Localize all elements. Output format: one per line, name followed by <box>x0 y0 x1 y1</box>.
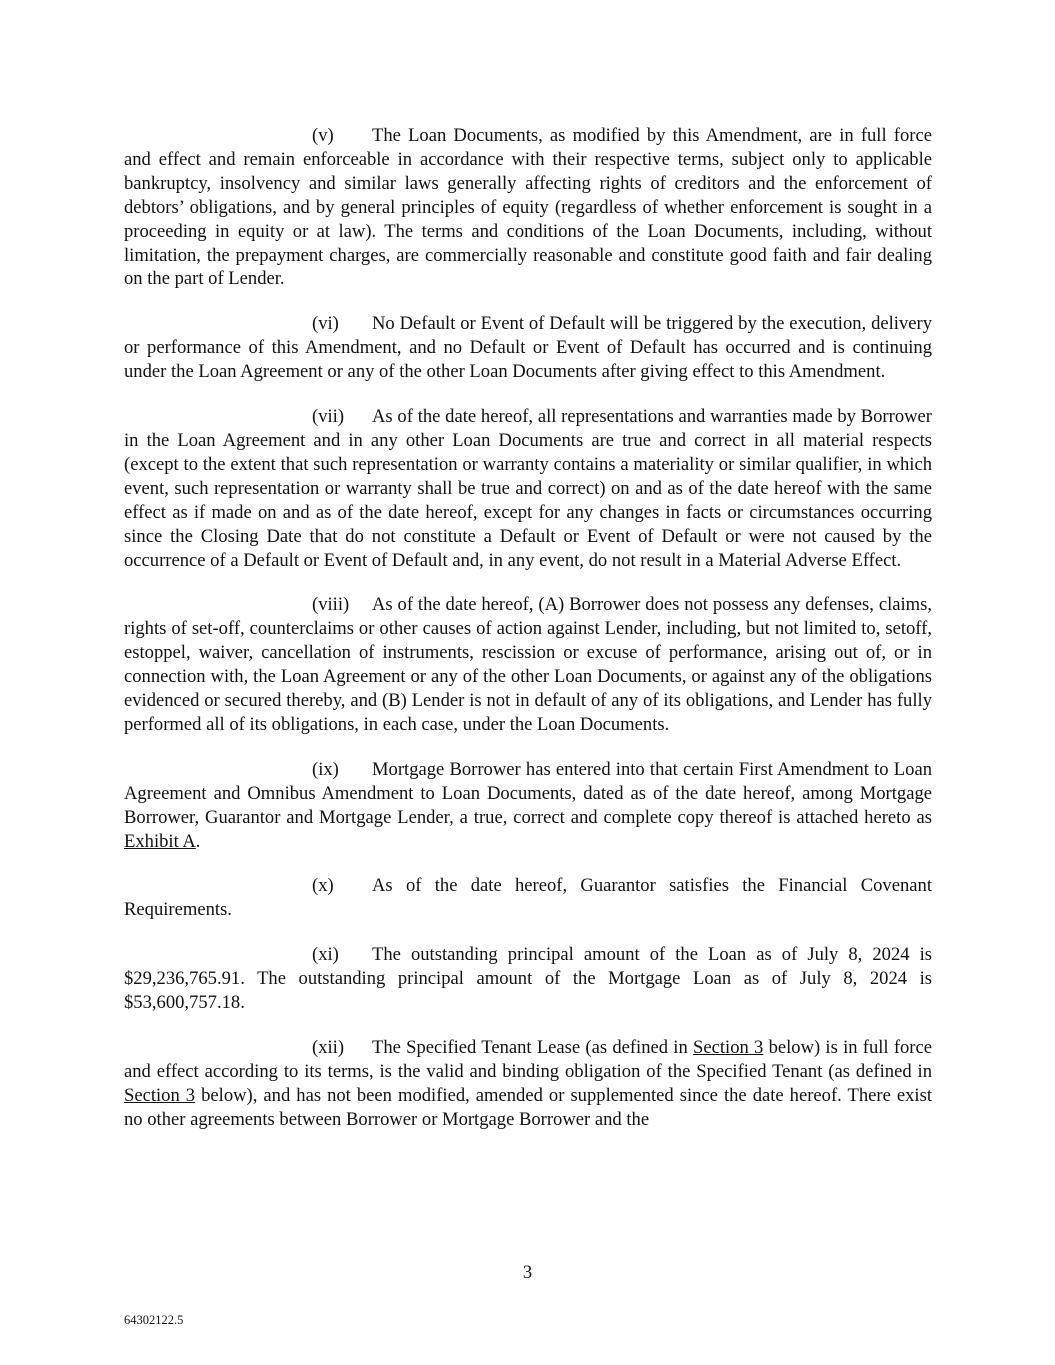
paragraph-number: (xii) <box>312 1037 345 1058</box>
paragraph-viii <box>124 593 932 736</box>
paragraph-text: No Default or Event of Default will be triggered by the execution, delivery or performance of this Amendment, and no Default or Event of Default has occurred and is continuing under the Loan Agreement or any of the other Loan Documents after giving effect to this Amendment. <box>124 313 932 383</box>
document-id: 64302122.5 <box>124 1313 184 1327</box>
paragraph-text: below), and has not been modified, amended or supplemented since the date hereof. There exist no other agreements between Borrower or Mortgage Borrower and the <box>124 1084 932 1130</box>
paragraph-number: (xi) <box>312 944 339 966</box>
paragraph-text: below) is in full force and effect according to its terms, is the valid and binding obligation of the Specified Tenant (as defined in <box>124 1037 933 1082</box>
paragraph-text: As of the date hereof, Guarantor satisfies the Financial Covenant <box>372 875 932 897</box>
section-3-reference: Section 3 <box>124 1084 196 1106</box>
paragraph-ix <box>124 758 932 854</box>
paragraph-xi <box>124 943 932 1015</box>
paragraph-number: (vii) <box>312 406 345 428</box>
paragraph-text: The Specified Tenant Lease (as defined in <box>372 1037 694 1058</box>
paragraph-vi <box>124 312 932 384</box>
paragraph-text-continued: Requirements. <box>124 899 232 921</box>
paragraph-text: As of the date hereof, (A) Borrower does not possess any defenses, claims, rights of set-off, counterclaims or other causes of action against Lender, including, but not limited to, setoff, estoppel, waiver, cancellation of instruments, rescission or excuse of performance, arising out of, or in connection with, the Loan Agreement or any of the other Loan Documents, or against any of the obligations evidenced or secured thereby, and (B) Lender is not in default of any of its obligations, and Lender has fully performed all of its obligations, in each case, under the Loan Documents. <box>124 594 932 735</box>
paragraph-number: (viii) <box>312 594 350 616</box>
paragraph-x <box>124 874 932 922</box>
section-3-reference: Section 3 <box>693 1037 764 1058</box>
paragraph-number: (vi) <box>312 313 339 335</box>
paragraph-xii <box>124 1036 932 1132</box>
paragraph-v <box>124 124 932 291</box>
paragraph-text: The outstanding principal amount of the Loan as of July 8, 2024 is $29,236,765.91. The outstanding principal amount of the Mortgage Loan as of July 8, 2024 is $53,600,757.18. <box>124 944 932 1014</box>
paragraph-text-end: . <box>195 830 201 852</box>
paragraph-number: (x) <box>312 875 334 897</box>
document-body <box>124 124 932 1153</box>
exhibit-a-reference: Exhibit A <box>124 830 196 852</box>
page-number: 3 <box>522 1262 533 1283</box>
paragraph-text: Mortgage Borrower has entered into that certain First Amendment to Loan Agreement and Omnibus Amendment to Loan Documents, dated as of the date hereof, among Mortgage Borrower, Guarantor and Mortgage Lender, a true, correct and complete copy thereof is attached hereto as <box>124 758 932 828</box>
paragraph-text: The Loan Documents, as modified by this Amendment, are in full force and effect and remain enforceable in accordance with their respective terms, subject only to applicable bankruptcy, insolvency and similar laws generally affecting rights of creditors and the enforcement of debtors’ obligations, and by general principles of equity (regardless of whether enforcement is sought in a proceeding in equity or at law). The terms and conditions of the Loan Documents, including, without limitation, the prepayment charges, are commercially reasonable and constitute good faith and fair dealing on the part of Lender. <box>124 125 932 290</box>
paragraph-text: As of the date hereof, all representations and warranties made by Borrower in the Loan Agreement and in any other Loan Documents are true and correct in all material respects (except to the extent that such representation or warranty contains a materiality or similar qualifier, in which event, such representation or warranty shall be true and correct) on and as of the date hereof with the same effect as if made on and as of the date hereof, except for any changes in facts or circumstances occurring since the Closing Date that do not constitute a Default or Event of Default or were not caused by the occurrence of a Default or Event of Default and, in any event, do not result in a Material Adverse Effect. <box>124 406 932 571</box>
paragraph-number: (v) <box>312 125 334 146</box>
paragraph-number: (ix) <box>312 758 339 780</box>
paragraph-vii <box>124 405 932 572</box>
